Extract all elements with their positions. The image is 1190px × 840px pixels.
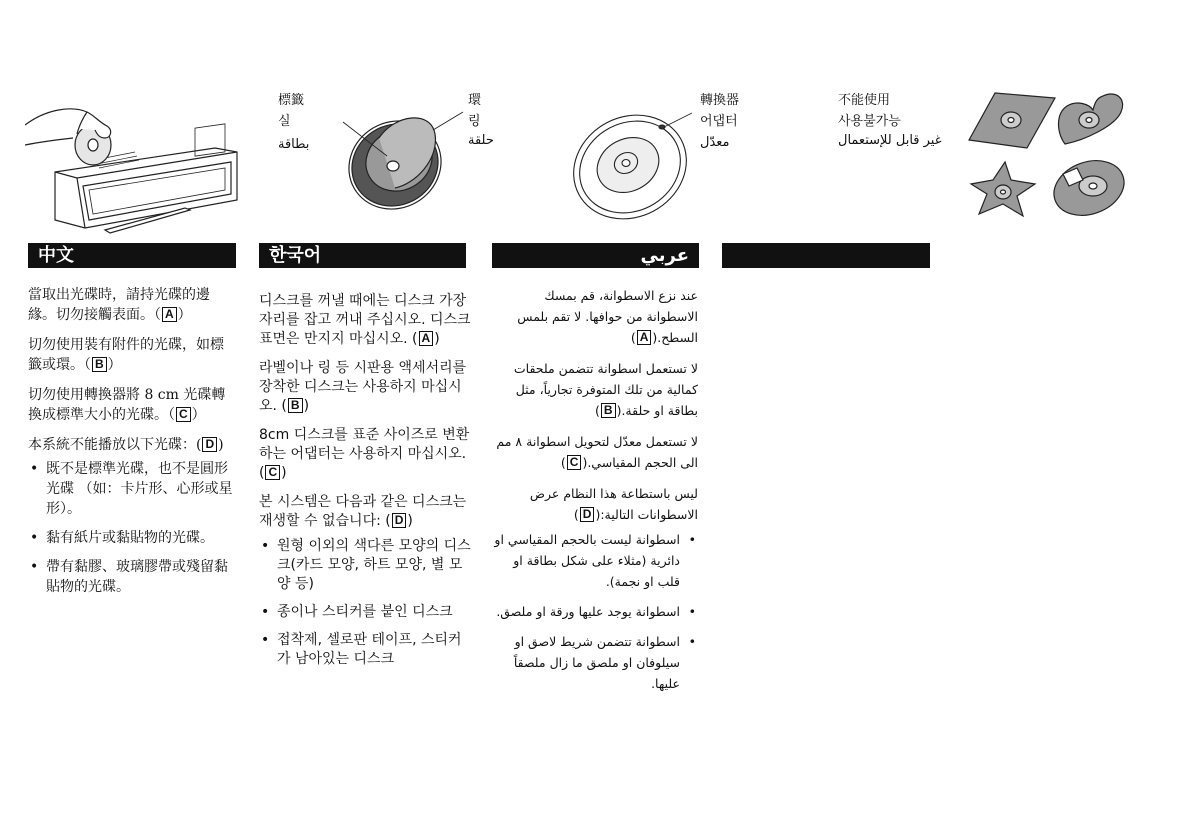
- label-callout-zh: 標籤: [278, 93, 305, 108]
- ref-box-a: A: [162, 307, 177, 322]
- zh-bullet-1: • 既不是標準光碟，也不是圓形光碟 （如：卡片形、心形或星形）。: [28, 459, 236, 519]
- ko-paragraph-4: 본 시스템은 다음과 같은 디스크는 재생할 수 없습니다: ( D ): [259, 494, 467, 529]
- disc-removal-illustration: [25, 90, 240, 235]
- section-header-blank: [722, 243, 930, 268]
- ring-callout-ar: حلقة: [468, 133, 494, 148]
- unusable-callout-ar: غير قابل للإستعمال: [838, 133, 942, 148]
- ko-bullet-2: • 종이나 스티커를 붙인 디스크: [259, 603, 475, 622]
- ko-paragraph-2: 라벨이나 링 등 시판용 액세서리를 장착한 디스크는 사용하지 마십시오. ( B ): [259, 360, 467, 414]
- ref-box-d: D: [580, 507, 595, 522]
- zh-paragraph-4: 本系統不能播放以下光碟：( D ): [28, 437, 224, 453]
- ko-bullet-1: • 원형 이외의 색다른 모양의 디스크(카드 모양, 하트 모양, 별 모양 등): [259, 537, 475, 594]
- arabic-section: [492, 285, 698, 703]
- ar-paragraph-4: ليس باستطاعة هذا النظام عرض الاسطوانات التالية:(D): [529, 486, 698, 522]
- disc-adapter-illustration: [570, 105, 700, 220]
- adapter-callout-ko: 어댑터: [700, 114, 738, 129]
- ko-paragraph-1: 디스크를 꺼낼 때에는 디스크 가장자리를 잡고 꺼내 주십시오. 디스크 표면은 만지지 마십시오. ( A ): [259, 293, 471, 347]
- ref-box-c: C: [265, 465, 280, 480]
- zh-paragraph-2: 切勿使用裝有附件的光碟，如標籤或環。（ B ）: [28, 337, 224, 373]
- chinese-section: [28, 285, 236, 606]
- section-header-ko: 한국어: [259, 243, 466, 268]
- ar-paragraph-3: لا تستعمل معدّل لتحويل اسطوانة ٨ مم الى الحجم المقياسي.(C): [496, 434, 698, 470]
- korean-section: [259, 292, 475, 678]
- ref-box-b: B: [601, 403, 616, 418]
- ko-paragraph-3: 8cm 디스크를 표준 사이즈로 변환하는 어댑터는 사용하지 마십시오. ( C ): [259, 427, 470, 481]
- unusable-shapes-illustration: [965, 88, 1130, 220]
- ar-paragraph-1: عند نزع الاسطوانة، قم بمسك الاسطوانة من حوافها. لا تقم بلمس السطح.(A): [517, 288, 698, 345]
- adapter-callout-ar: معدّل: [700, 135, 730, 150]
- ref-box-c: C: [176, 407, 191, 422]
- ref-box-b: B: [92, 357, 107, 372]
- ref-box-a: A: [419, 331, 434, 346]
- disc-with-label-ring-illustration: [335, 100, 470, 215]
- ref-box-d: D: [202, 437, 217, 452]
- ar-bullet-1: • اسطوانة ليست بالحجم المقياسي او دائرية (مثلاء على شكل بطاقة او قلب او نجمة).: [492, 529, 698, 592]
- unusable-callout-zh: 不能使用: [838, 93, 891, 108]
- zh-bullet-3: • 帶有黏膠、玻璃膠帶或殘留黏貼物的光碟。: [28, 557, 236, 597]
- unusable-callout-ko: 사용불가능: [838, 114, 901, 129]
- label-callout-ar: بطاقة: [278, 137, 310, 152]
- ko-bullet-3: • 접착제, 셀로판 테이프, 스티커가 남아있는 디스크: [259, 631, 475, 669]
- zh-bullet-2: • 黏有紙片或黏貼物的光碟。: [28, 528, 236, 548]
- section-header-zh: 中文: [28, 243, 236, 268]
- label-callout-ko: 실: [278, 114, 291, 129]
- ring-callout-ko: 링: [468, 114, 481, 129]
- zh-paragraph-1: 當取出光碟時，請持光碟的邊緣。切勿接觸表面。（ A ）: [28, 287, 210, 323]
- zh-paragraph-3: 切勿使用轉換器將 8 cm 光碟轉換成標準大小的光碟。（ C ）: [28, 387, 226, 423]
- ref-box-b: B: [288, 398, 303, 413]
- adapter-callout-zh: 轉換器: [700, 93, 740, 108]
- ring-callout-zh: 環: [468, 93, 482, 108]
- section-header-ar: عربي: [492, 243, 699, 268]
- ar-paragraph-2: لا تستعمل اسطوانة تتضمن ملحقات كمالية من تلك المتوفرة تجارياً، مثل بطاقة او حلقة.(B): [513, 361, 698, 418]
- ref-box-a: A: [637, 330, 652, 345]
- ar-bullet-3: • اسطوانة تتضمن شريط لاصق او سيلوفان او ملصق ما زال ملصقاً عليها.: [492, 631, 698, 694]
- ar-bullet-2: • اسطوانة يوجد عليها ورقة او ملصق.: [492, 601, 698, 622]
- ref-box-d: D: [392, 513, 407, 528]
- ref-box-c: C: [567, 455, 582, 470]
